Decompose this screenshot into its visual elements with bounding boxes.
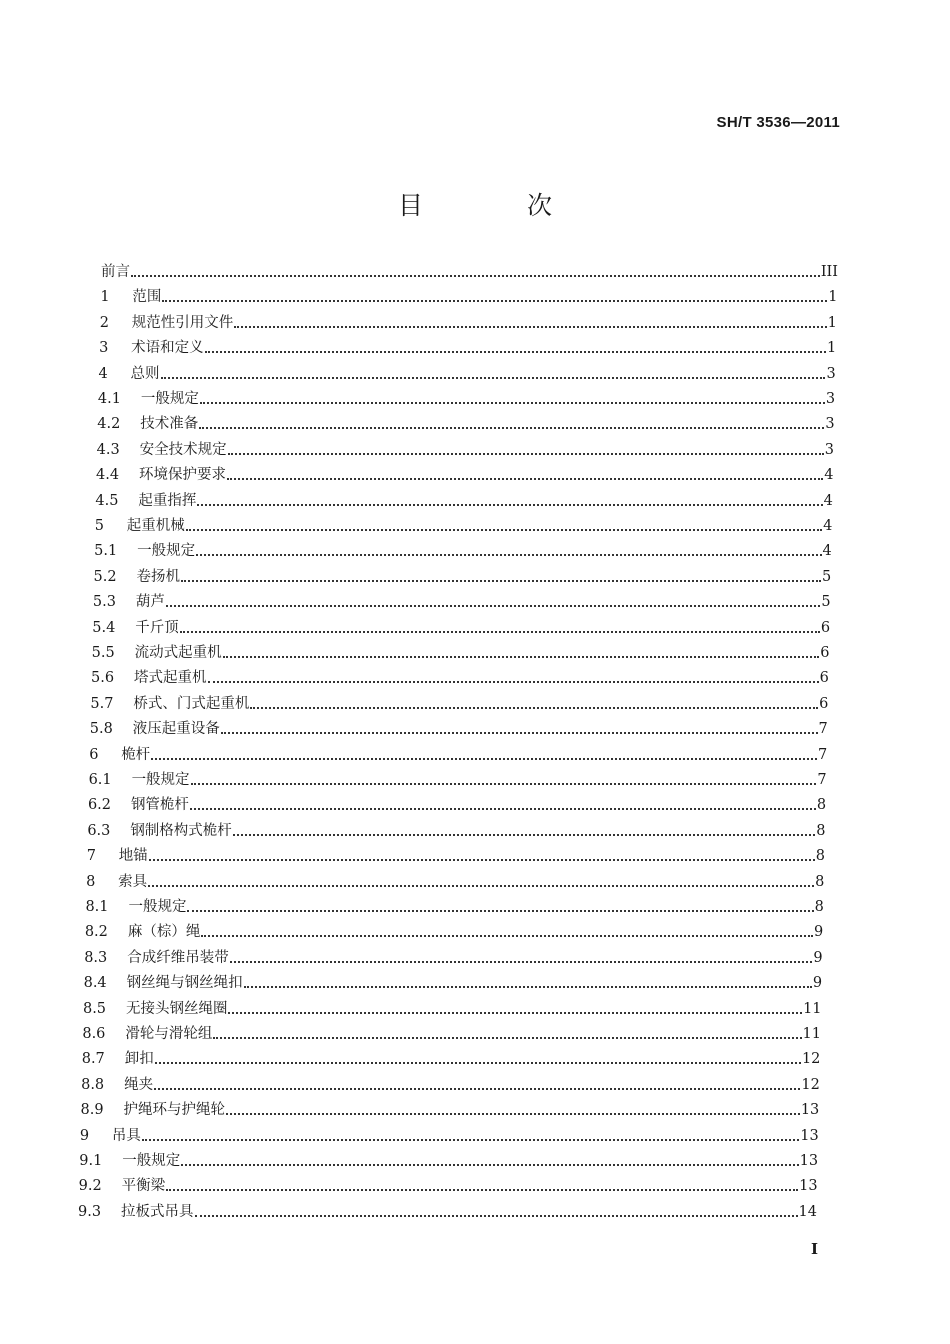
toc-dot-leader: [250, 695, 818, 709]
toc-entry-page: 9: [813, 924, 824, 941]
toc-entry-page: 4: [822, 543, 832, 560]
toc-entry-title: 千斤顶: [135, 619, 179, 636]
toc-entry[interactable]: [90, 689, 828, 713]
toc-entry[interactable]: [99, 333, 836, 357]
toc-dot-leader: [226, 1101, 800, 1115]
toc-entry-number: 8.8: [81, 1076, 105, 1093]
toc-dot-leader: [233, 822, 815, 836]
toc-dot-leader: [148, 873, 814, 887]
toc-entry-number: 5.4: [92, 619, 116, 636]
toc-entry[interactable]: [87, 841, 825, 865]
toc-entry-title: 绳夹: [124, 1076, 154, 1093]
toc-entry-number: 4.2: [97, 416, 121, 433]
toc-entry-title: 一般规定: [131, 772, 190, 788]
toc-dot-leader: [200, 390, 825, 404]
toc-entry-page: 9: [812, 975, 823, 992]
toc-entry[interactable]: [78, 1197, 817, 1221]
toc-dot-leader: [142, 1127, 799, 1141]
toc-dot-leader: [195, 1203, 798, 1217]
toc-dot-leader: [221, 720, 818, 734]
toc-entry[interactable]: [81, 1070, 820, 1094]
toc-entry-number: 5.1: [94, 543, 118, 560]
toc-entry-title: 滑轮与滑轮组: [125, 1026, 213, 1042]
toc-dot-leader: [228, 441, 824, 455]
toc-entry-title: 安全技术规定: [139, 441, 227, 458]
toc-dot-leader: [230, 949, 813, 963]
toc-dot-leader: [149, 847, 815, 861]
toc-entry[interactable]: [79, 1171, 818, 1195]
toc-entry[interactable]: [101, 257, 838, 281]
toc-entry-title: 卷扬机: [136, 568, 181, 585]
toc-entry-title: 规范性引用文件: [131, 314, 234, 331]
toc-entry[interactable]: [84, 943, 822, 967]
toc-entry-number: 8.1: [85, 899, 109, 915]
toc-entry-page: 6: [820, 645, 830, 661]
toc-entry-number: 5.2: [93, 568, 117, 585]
toc-entry-title: 一般规定: [122, 1153, 181, 1169]
toc-dot-leader: [199, 415, 824, 429]
toc-dot-leader: [186, 517, 822, 531]
toc-entry-number: 4: [98, 365, 108, 382]
toc-entry-number: 6.1: [88, 772, 112, 788]
toc-entry[interactable]: [82, 1044, 821, 1068]
toc-dot-leader: [187, 898, 813, 912]
toc-entry-number: 9: [79, 1127, 90, 1144]
toc-entry-page: 8: [815, 873, 825, 890]
toc-entry-page: 13: [799, 1153, 819, 1169]
toc-entry-number: 5.8: [89, 721, 113, 738]
toc-entry-page: 7: [818, 721, 828, 738]
toc-dot-leader: [244, 974, 812, 988]
toc-entry-number: 5: [94, 518, 105, 534]
toc-entry-page: 13: [800, 1102, 820, 1119]
standard-code: SH/T 3536—2011: [716, 114, 840, 131]
toc-entry[interactable]: [86, 867, 824, 891]
toc-dot-leader: [197, 492, 822, 506]
toc-entry-number: 8.7: [81, 1051, 105, 1068]
toc-entry[interactable]: [87, 816, 825, 840]
toc-entry[interactable]: [93, 587, 831, 611]
toc-entry-title: 总则: [130, 365, 160, 382]
toc-entry-number: 6.3: [87, 822, 111, 839]
toc-entry-title: 环境保护要求: [139, 467, 227, 484]
toc-entry-number: 8.4: [83, 975, 107, 992]
toc-entry-number: 8: [86, 873, 96, 890]
toc-dot-leader: [190, 796, 816, 810]
toc-entry-page: 8: [814, 899, 824, 915]
toc-entry-title: 前言: [101, 264, 130, 280]
toc-dot-leader: [151, 746, 817, 760]
toc-entry[interactable]: [92, 638, 830, 662]
toc-entry[interactable]: [100, 308, 837, 332]
toc-entry-number: 6: [89, 746, 99, 763]
toc-dot-leader: [201, 923, 813, 937]
toc-entry-number: 4.5: [95, 492, 119, 509]
toc-entry-page: 3: [825, 416, 835, 433]
toc-entry-page: 3: [826, 365, 836, 382]
toc-entry-title: 合成纤维吊装带: [127, 949, 229, 966]
toc-entry-title: 吊具: [111, 1127, 141, 1144]
toc-dot-leader: [228, 1000, 802, 1014]
toc-entry[interactable]: [89, 740, 827, 764]
toc-entry[interactable]: [97, 435, 834, 459]
toc-entry-number: 2: [99, 314, 109, 331]
toc-entry-page: 1: [827, 340, 837, 357]
toc-entry-page: 4: [823, 492, 833, 509]
toc-entry[interactable]: [95, 486, 832, 510]
toc-entry-page: 5: [821, 594, 831, 611]
toc-entry-page: 6: [819, 695, 829, 712]
toc-entry[interactable]: [96, 460, 833, 484]
toc-entry-number: 5.3: [92, 594, 116, 611]
toc-entry-page: 3: [824, 441, 835, 458]
toc-entry-title: 技术准备: [140, 416, 199, 433]
toc-entry-title: 一般规定: [137, 543, 196, 560]
toc-entry-number: 5.7: [90, 695, 114, 712]
toc-entry-number: 4.1: [97, 391, 121, 407]
toc-entry-page: 4: [823, 518, 833, 534]
toc-entry-number: 8.6: [82, 1026, 106, 1042]
toc-entry-number: 7: [86, 848, 96, 865]
toc-entry-title: 塔式起重机: [134, 670, 207, 687]
toc-entry-title: 卸扣: [124, 1051, 154, 1068]
toc-entry-number: 8.5: [82, 1000, 107, 1017]
toc-entry[interactable]: [100, 282, 837, 306]
toc-entry-page: 4: [824, 467, 834, 484]
toc-entry[interactable]: [94, 536, 832, 560]
toc-entry[interactable]: [84, 968, 823, 992]
toc-entry-page: 6: [820, 619, 831, 636]
toc-entry-page: 13: [799, 1178, 818, 1195]
toc-dot-leader: [180, 619, 820, 633]
toc-entry[interactable]: [83, 994, 822, 1018]
toc-entry-page: 8: [816, 797, 827, 814]
toc-entry-title: 钢管桅杆: [130, 797, 189, 814]
toc-dot-leader: [213, 1025, 801, 1039]
toc-entry-page: III: [820, 264, 838, 280]
toc-dot-leader: [223, 644, 820, 658]
toc-entry-page: 1: [828, 289, 838, 306]
toc-entry[interactable]: [91, 663, 829, 687]
toc-dot-leader: [181, 568, 821, 582]
toc-entry[interactable]: [79, 1146, 818, 1170]
toc-entry-title: 流动式起重机: [134, 645, 222, 661]
toc-entry-title: 葫芦: [135, 594, 165, 611]
toc-entry-page: 8: [815, 848, 825, 865]
toc-entry-number: 4.4: [96, 467, 120, 484]
toc-entry-number: 5.5: [91, 645, 115, 661]
toc-entry-title: 无接头钢丝绳圈: [125, 1000, 228, 1017]
toc-entry[interactable]: [80, 1095, 819, 1119]
toc-entry-page: 11: [803, 1000, 822, 1017]
toc-entry-title: 桅杆: [121, 746, 151, 763]
toc-entry[interactable]: [89, 765, 827, 789]
toc-dot-leader: [154, 1076, 800, 1090]
toc-entry-number: 4.3: [96, 441, 120, 458]
toc-entry-title: 拉板式吊具: [121, 1203, 194, 1220]
toc-dot-leader: [196, 542, 821, 556]
toc-entry-page: 11: [802, 1026, 821, 1042]
toc-entry-number: 1: [100, 289, 110, 306]
toc-entry-number: 9.3: [78, 1203, 102, 1220]
toc-entry-page: 13: [800, 1127, 819, 1144]
toc-entry-title: 麻（棕）绳: [127, 924, 201, 941]
toc-dot-leader: [208, 669, 819, 683]
toc-entry[interactable]: [94, 562, 832, 586]
toc-entry-title: 平衡梁: [121, 1178, 166, 1195]
toc-dot-leader: [227, 466, 823, 480]
toc-entry-title: 钢制格构式桅杆: [130, 822, 232, 839]
toc-entry[interactable]: [99, 359, 836, 383]
toc-entry-title: 一般规定: [140, 391, 199, 407]
toc-entry[interactable]: [90, 714, 828, 738]
toc-entry-page: 14: [798, 1203, 817, 1220]
toc-entry-title: 起重指挥: [138, 492, 197, 509]
toc-dot-leader: [131, 263, 820, 277]
toc-dot-leader: [166, 1177, 798, 1191]
page-title: 目 次: [398, 191, 600, 220]
toc-entry-number: 8.2: [84, 924, 108, 941]
toc-entry-title: 桥式、门式起重机: [133, 695, 250, 712]
toc-dot-leader: [166, 593, 820, 607]
toc-entry-title: 液压起重设备: [132, 721, 220, 738]
toc-entry[interactable]: [82, 1019, 821, 1043]
toc-entry[interactable]: [98, 384, 835, 408]
toc-dot-leader: [181, 1152, 798, 1166]
toc-entry-title: 一般规定: [128, 899, 187, 915]
toc-entry-title: 术语和定义: [131, 340, 204, 357]
toc-entry[interactable]: [92, 613, 830, 637]
toc-dot-leader: [234, 314, 826, 328]
toc-entry-title: 护绳环与护绳轮: [123, 1102, 225, 1119]
toc-dot-leader: [205, 339, 826, 353]
toc-entry-title: 起重机械: [126, 518, 185, 534]
toc-dot-leader: [162, 288, 827, 302]
toc-entry-number: 3: [99, 340, 109, 357]
toc-entry[interactable]: [80, 1121, 819, 1145]
toc-entry-page: 6: [819, 670, 829, 687]
toc-entry-page: 1: [827, 314, 837, 331]
toc-entry-number: 8.9: [80, 1102, 104, 1119]
toc-entry-page: 12: [801, 1051, 821, 1068]
toc-entry-number: 6.2: [87, 797, 111, 814]
toc-entry[interactable]: [95, 511, 833, 535]
toc-entry-title: 范围: [132, 289, 162, 306]
toc-entry[interactable]: [88, 790, 826, 814]
toc-entry-number: 9.1: [79, 1153, 103, 1169]
toc-entry-title: 索具: [118, 873, 148, 890]
page-number: I: [810, 1240, 818, 1258]
toc-entry-page: 5: [821, 568, 832, 585]
toc-dot-leader: [161, 365, 826, 379]
toc-entry-title: 钢丝绳与钢丝绳扣: [126, 975, 243, 992]
toc-entry-page: 9: [813, 949, 823, 966]
toc-entry-page: 7: [817, 746, 828, 763]
toc-entry-page: 3: [825, 391, 836, 407]
toc-entry[interactable]: [85, 917, 823, 941]
toc-entry[interactable]: [97, 409, 834, 433]
toc-entry-title: 地锚: [118, 848, 148, 865]
toc-entry-number: 9.2: [78, 1178, 102, 1195]
toc-entry-page: 8: [816, 822, 826, 839]
toc-entry[interactable]: [85, 892, 823, 916]
toc-entry-number: 5.6: [91, 670, 115, 687]
toc-dot-leader: [191, 771, 817, 785]
toc-dot-leader: [155, 1050, 801, 1064]
toc-entry-page: 7: [817, 772, 827, 788]
toc-entry-number: 8.3: [84, 949, 108, 966]
toc-entry-page: 12: [801, 1076, 820, 1093]
